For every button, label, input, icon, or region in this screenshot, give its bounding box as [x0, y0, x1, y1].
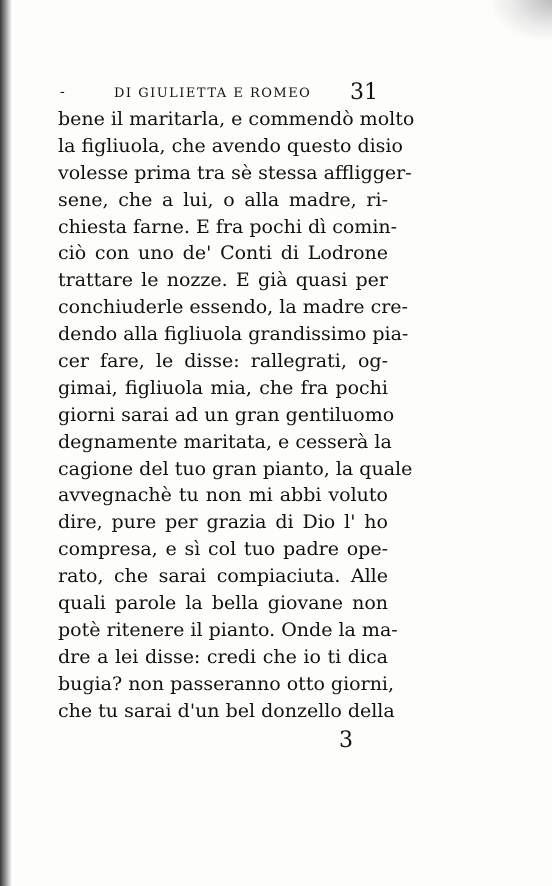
text-line: trattare le nozze. E già quasi per — [58, 269, 388, 292]
text-line: cagione del tuo gran pianto, la quale — [58, 457, 413, 480]
text-line: bene il maritarla, e commendò molto — [58, 108, 415, 130]
text-line: quali parole la bella giovane non — [58, 592, 388, 615]
text-line: ciò con uno de' Conti di Lodrone — [58, 242, 388, 265]
text-line: gimai, figliuola mia, che fra pochi — [58, 376, 388, 399]
signature-mark: 3 — [339, 728, 353, 753]
running-head: DI GIULIETTA E ROMEO — [114, 86, 312, 101]
text-line: dire, pure per grazia di Dio l' ho — [58, 511, 388, 534]
page-spine-shadow — [0, 0, 12, 886]
text-line: volesse prima tra sè stessa affligger- — [58, 161, 412, 184]
text-line: degnamente maritata, e cesserà la — [58, 430, 392, 453]
text-line: la figliuola, che avendo questo disio — [58, 134, 403, 157]
body-text — [58, 106, 415, 724]
text-line: chiesta farne. E fra pochi dì comin- — [58, 215, 398, 238]
text-line: cer fare, le disse: rallegrati, og- — [58, 350, 388, 373]
text-line: che tu sarai d'un bel donzello della — [58, 699, 395, 722]
header-dash: - — [60, 84, 65, 100]
text-line: bugia? non passeranno otto giorni, — [58, 672, 395, 695]
text-line: dendo alla figliuola grandissimo pia- — [58, 323, 409, 346]
text-line: potè ritenere il pianto. Onde la ma- — [58, 618, 398, 641]
page-number: 31 — [350, 80, 378, 105]
text-line: giorni sarai ad un gran gentiluomo — [58, 403, 395, 426]
text-line: avvegnachè tu non mi abbi voluto — [58, 484, 388, 507]
text-line: rato, che sarai compiaciuta. Alle — [58, 565, 388, 588]
text-line: sene, che a lui, o alla madre, ri- — [58, 188, 388, 211]
corner-smudge — [492, 0, 552, 40]
text-line: compresa, e sì col tuo padre ope- — [58, 538, 388, 561]
text-line: conchiuderle essendo, la madre cre- — [58, 296, 408, 319]
text-line: dre a lei disse: credi che io ti dica — [58, 645, 388, 668]
